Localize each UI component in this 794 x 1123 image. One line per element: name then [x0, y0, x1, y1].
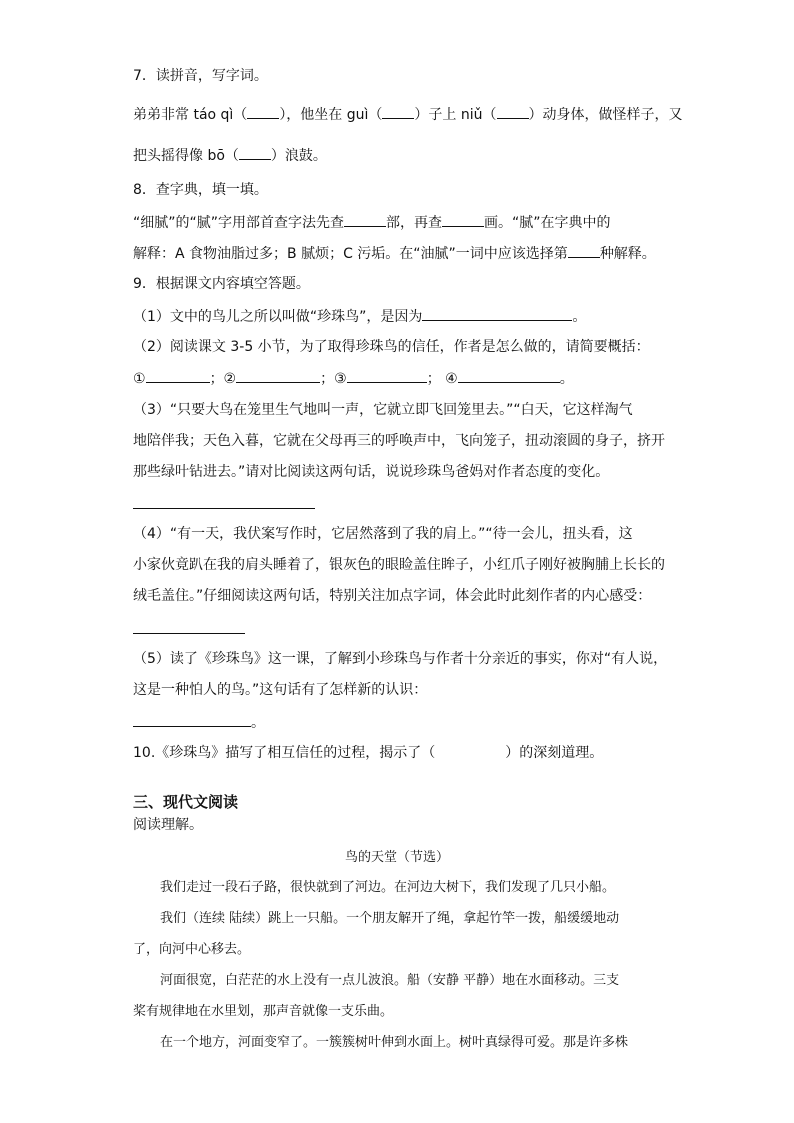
q10-line [133, 743, 603, 763]
q9-text: 。 [251, 715, 265, 731]
section-subtitle: 阅读理解。 [133, 817, 203, 833]
section-heading: 三、现代文阅读 [133, 793, 239, 811]
passage-title: 鸟的天堂（节选） [344, 850, 449, 865]
q9-part-5-line-1: （5）读了《珍珠鸟》这一课，了解到小珍珠鸟与作者十分亲近的事实，你对“有人说， [133, 651, 668, 667]
q9-part-5-answer [133, 712, 265, 733]
q8-text: 画。“腻”在字典中的 [484, 215, 611, 231]
q8-line-1 [133, 212, 611, 233]
q7-title: 7．读拼音，写字词。 [133, 68, 268, 84]
q7-blank-3[interactable] [497, 104, 529, 119]
q9-text: 。 [559, 371, 574, 387]
q7-line-2 [133, 145, 327, 166]
q7-text: ）动身体，做怪样子，又 [528, 107, 683, 123]
q9-text: ；③ [320, 371, 347, 387]
q9-part-3-line-1: （3）“只要大鸟在笼里生气地叫一声，它就立即飞回笼里去。”“白天，它这样淘气 [133, 402, 633, 418]
q8-blank-3[interactable] [568, 243, 600, 258]
q7-blank-1[interactable] [247, 104, 279, 119]
q8-text: 解释：A 食物油脂过多；B 腻烦；C 污垢。在“油腻”一词中应该选择第 [133, 246, 568, 262]
q7-text: ），他坐在 guì（ [279, 107, 383, 123]
q7-blank-2[interactable] [382, 104, 414, 119]
q9-answer-line-4[interactable] [133, 633, 245, 634]
q9-part-4-line-2: 小家伙竟趴在我的肩头睡着了，银灰色的眼睑盖住眸子，小红爪子刚好被胸脯上长长的 [133, 557, 665, 573]
q9-part-3-line-3: 那些绿叶钻进去。”请对比阅读这两句话，说说珍珠鸟爸妈对作者态度的变化。 [133, 464, 610, 480]
q8-blank-2[interactable] [442, 212, 484, 227]
q9-text: 。 [572, 309, 587, 325]
q8-text: 部，再查 [386, 215, 443, 231]
q7-text: ）子上 niǔ（ [414, 107, 497, 123]
q9-answer-line-3[interactable] [133, 508, 315, 509]
q9-part-5-line-2: 这是一种怕人的鸟。”这句话有了怎样新的认识： [133, 682, 428, 698]
q7-line-1 [133, 104, 683, 125]
q8-blank-1[interactable] [344, 212, 386, 227]
q9-text: ；② [209, 371, 237, 387]
q9-blank-1[interactable] [422, 306, 572, 321]
q9-blank-2[interactable] [146, 368, 210, 383]
q9-text: ① [133, 371, 146, 387]
q9-part-4-line-1: （4）“有一天，我伏案写作时，它居然落到了我的肩上。”“待一会儿，扭头看，这 [133, 526, 633, 542]
q9-text: ； ④ [426, 371, 458, 387]
q9-blank-6[interactable] [133, 712, 251, 727]
q8-text: “细腻”的“腻”字用部首查字法先查 [133, 215, 345, 231]
passage-paragraph-2-line-1: 我们（连续 陆续）跳上一只船。一个朋友解开了绳，拿起竹竿一拨，船缓缓地动 [160, 911, 620, 926]
q9-part-2-answers [133, 368, 574, 389]
passage-paragraph-3-line-2: 桨有规律地在水里划，那声音就像一支乐曲。 [133, 1004, 394, 1019]
q9-blank-5[interactable] [458, 368, 560, 383]
passage-paragraph-4: 在一个地方，河面变窄了。一簇簇树叶伸到水面上。树叶真绿得可爱。那是许多株 [160, 1035, 629, 1050]
q8-title: 8．查字典，填一填。 [133, 182, 268, 198]
q9-part-3-line-2: 地陪伴我；天色入暮，它就在父母再三的呼唤声中，飞向笼子，扭动滚圆的身子，挤开 [133, 433, 665, 449]
q8-text: 种解释。 [599, 246, 656, 262]
q9-text: （1）文中的鸟儿之所以叫做“珍珠鸟”，是因为 [133, 309, 423, 325]
q8-line-2 [133, 243, 656, 264]
q10-text: ）的深刻道理。 [505, 745, 604, 761]
q9-part-2: （2）阅读课文 3-5 小节，为了取得珍珠鸟的信任，作者是怎么做的，请简要概括： [133, 339, 650, 355]
passage-paragraph-2-line-2: 了，向河中心移去。 [133, 942, 251, 957]
q10-text: 10.《珍珠鸟》描写了相互信任的过程，揭示了（ [133, 745, 436, 761]
q9-part-4-line-3: 绒毛盖住。”仔细阅读这两句话，特别关注加点字词，体会此时此刻作者的内心感受： [133, 588, 652, 604]
q9-blank-3[interactable] [236, 368, 320, 383]
passage-paragraph-1: 我们走过一段石子路，很快就到了河边。在河边大树下，我们发现了几只小船。 [160, 880, 616, 895]
q9-title: 9．根据课文内容填空答题。 [133, 276, 310, 292]
q7-text: ）浪鼓。 [270, 148, 327, 164]
q7-text: 弟弟非常 táo qì（ [133, 107, 248, 123]
q9-blank-4[interactable] [347, 368, 427, 383]
passage-paragraph-3-line-1: 河面很宽，白茫茫的水上没有一点儿波浪。船（安静 平静）地在水面移动。三支 [160, 973, 620, 988]
q7-blank-4[interactable] [239, 145, 271, 160]
q9-part-1 [133, 306, 586, 327]
q7-text: 把头摇得像 bō（ [133, 148, 239, 164]
